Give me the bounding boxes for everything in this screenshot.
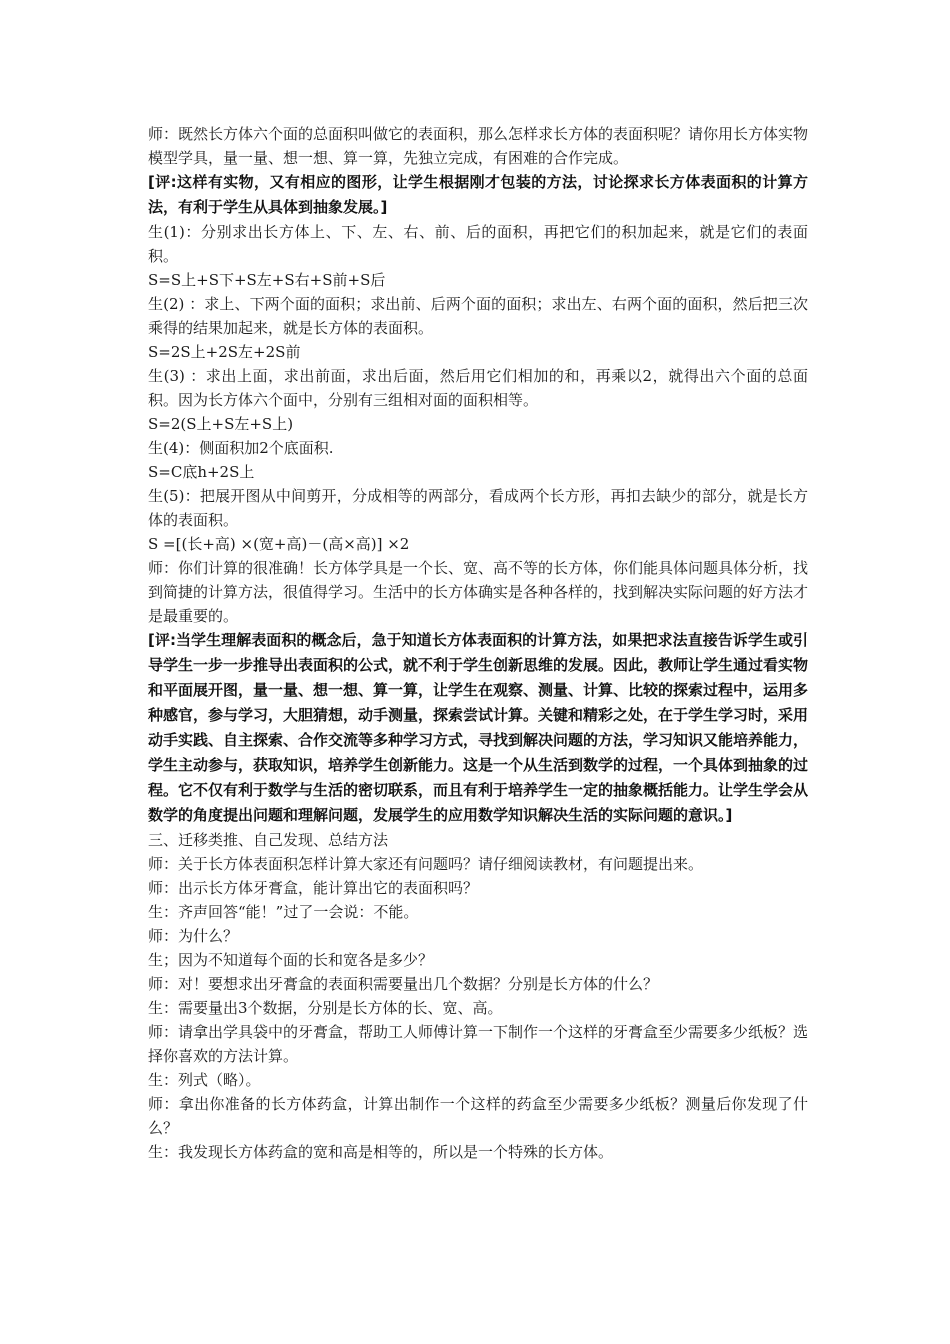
paragraph-student-5: 生(5)：把展开图从中间剪开，分成相等的两部分，看成两个长方形，再扣去缺少的部分，就是长方体的表面积。 — [148, 487, 808, 529]
paragraph-student-reason: 生；因为不知道每个面的长和宽各是多少？ — [148, 951, 434, 969]
paragraph-teacher-feedback: 师：你们计算的很准确！长方体学具是一个长、宽、高不等的长方体，你们能具体问题具体分析，找到简捷的计算方法，很值得学习。生活中的长方体确实是各种各样的，找到解决实际问题的好方法才是最重要的。 — [148, 559, 809, 625]
comment-paragraph-2: [评:当学生理解表面积的概念后，急于知道长方体表面积的计算方法，如果把求法直接告诉学生或引导学生一步一步推导出表面积的公式，就不利于学生创新思维的发展。因此，教师让学生通过看实物和平面展开图，量一量、想一想、算一算，让学生在观察、测量、计算、比较的探索过程中，运用多种感官，参与学习，大胆猜想，动手测量，探索尝试计算。关键和精彩之处，在于学生学习时，采用动手实践、自主探索、合作交流等多种学习方式，寻找到解决问题的方法，学习知识又能培养能力，学生主动参与，获取知识，培养学生创新能力。这是一个从生活到数学的过程，一个具体到抽象的过程。它不仅有利于数学与生活的密切联系，而且有利于培养学生一定的抽象概括能力。让学生学会从数学的角度提出问题和理解问题，发展学生的应用数学知识解决生活的实际问题的意识。] — [148, 631, 809, 824]
paragraph-student-2: 生(2) ：求上、下两个面的面积；求出前、后两个面的面积；求出左、右两个面的面积，然后把三次乘得的结果加起来，就是长方体的表面积。 — [148, 295, 808, 337]
paragraph-student-answer: 生：齐声回答“能！”过了一会说：不能。 — [148, 903, 419, 921]
paragraph-student-1: 生(1)：分别求出长方体上、下、左、右、前、后的面积，再把它们的积加起来，就是它们的表面积。 — [148, 223, 808, 265]
section-heading: 三、迁移类推、自己发现、总结方法 — [148, 831, 389, 849]
paragraph-teacher-task: 师：请拿出学具袋中的牙膏盒，帮助工人师傅计算一下制作一个这样的牙膏盒至少需要多少纸板？选择你喜欢的方法计算。 — [148, 1023, 809, 1065]
paragraph-teacher-why: 师：为什么？ — [148, 927, 239, 945]
paragraph-student-formula: 生：列式（略）。 — [148, 1071, 261, 1089]
formula-1: S=S上+S下+S左+S右+S前+S后 — [148, 271, 386, 289]
paragraph-teacher-medicine-box: 师：拿出你准备的长方体药盒，计算出制作一个这样的药盒至少需要多少纸板？测量后你发现了什么？ — [148, 1095, 808, 1137]
paragraph-teacher-intro: 师：既然长方体六个面的总面积叫做它的表面积，那么怎样求长方体的表面积呢？请你用长方体实物模型学具，量一量、想一想、算一算，先独立完成，有困难的合作完成。 — [148, 125, 809, 167]
paragraph-student-data: 生：需要量出3个数据，分别是长方体的长、宽、高。 — [148, 999, 503, 1017]
paragraph-teacher-question: 师：关于长方体表面积怎样计算大家还有问题吗？请仔细阅读教材，有问题提出来。 — [148, 855, 704, 873]
paragraph-teacher-data: 师：对！要想求出牙膏盒的表面积需要量出几个数据？分别是长方体的什么？ — [148, 975, 659, 993]
formula-4: S=C底h+2S上 — [148, 463, 255, 481]
comment-paragraph-1: [评:这样有实物，又有相应的图形，让学生根据刚才包装的方法，讨论探求长方体表面积的计算方法，有利于学生从具体到抽象发展。] — [148, 173, 808, 216]
document-body — [148, 122, 808, 1164]
formula-2: S=2S上+2S左+2S前 — [148, 343, 301, 361]
paragraph-student-4: 生(4)：侧面积加2个底面积. — [148, 439, 334, 457]
formula-5: S =[(长+高) ×(宽+高)－(高×高)] ×2 — [148, 535, 410, 553]
paragraph-student-discovery: 生：我发现长方体药盒的宽和高是相等的，所以是一个特殊的长方体。 — [148, 1143, 614, 1161]
paragraph-teacher-toothpaste: 师：出示长方体牙膏盒，能计算出它的表面积吗？ — [148, 879, 479, 897]
formula-3: S=2(S上+S左+S上) — [148, 415, 294, 433]
paragraph-student-3: 生(3) ：求出上面，求出前面，求出后面，然后用它们相加的和，再乘以2，就得出六个面的总面积。因为长方体六个面中，分别有三组相对面的面积相等。 — [148, 367, 808, 409]
